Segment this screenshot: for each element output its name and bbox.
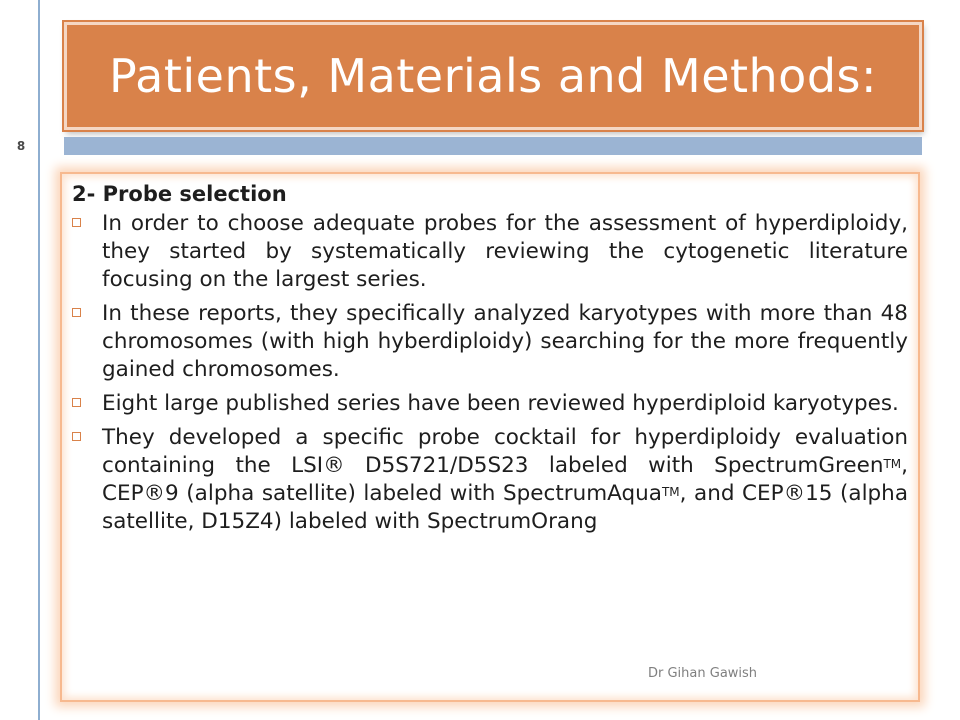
bullet-text-part: They developed a specific probe cocktail for hyperdiploidy evaluation containing the LSI® D5S721/D5S23 labeled with SpectrumGreen	[102, 425, 908, 478]
slide-title: Patients, Materials and Methods:	[109, 49, 877, 103]
bullet-item	[72, 300, 908, 384]
section-subheading: 2- Probe selection	[72, 182, 287, 206]
content-inner	[72, 182, 908, 542]
trademark-superscript: TM	[883, 457, 902, 471]
bullet-item	[72, 210, 908, 294]
slide-number: 8	[4, 133, 38, 159]
bullet-text-part: , and CEP®15 (alpha satellite, D15Z4) labeled with SpectrumOrang	[102, 481, 908, 534]
bullet-text-part: , CEP®9 (alpha satellite) labeled with SpectrumAqua	[102, 453, 908, 506]
hollow-square-bullet-icon	[72, 398, 81, 407]
left-accent-line	[38, 0, 40, 720]
bullet-text: In order to choose adequate probes for the assessment of hyperdiploidy, they started by systematically reviewing the cytogenetic literature focusing on the largest series.	[102, 211, 908, 292]
bullet-list	[72, 210, 908, 536]
bullet-item	[72, 424, 908, 536]
title-underline-band	[64, 137, 922, 155]
trademark-superscript: TM	[661, 485, 680, 499]
hollow-square-bullet-icon	[72, 218, 81, 227]
bullet-text: Eight large published series have been reviewed hyperdiploid karyotypes.	[102, 391, 899, 416]
title-bar	[64, 22, 922, 130]
hollow-square-bullet-icon	[72, 308, 81, 317]
footer-author: Dr Gihan Gawish	[648, 666, 758, 681]
bullet-text: In these reports, they specifically analyzed karyotypes with more than 48 chromosomes (with high hyberdiploidy) searching for the more frequently gained chromosomes.	[102, 301, 908, 382]
bullet-item	[72, 390, 908, 418]
content-box	[60, 172, 920, 702]
hollow-square-bullet-icon	[72, 432, 81, 441]
